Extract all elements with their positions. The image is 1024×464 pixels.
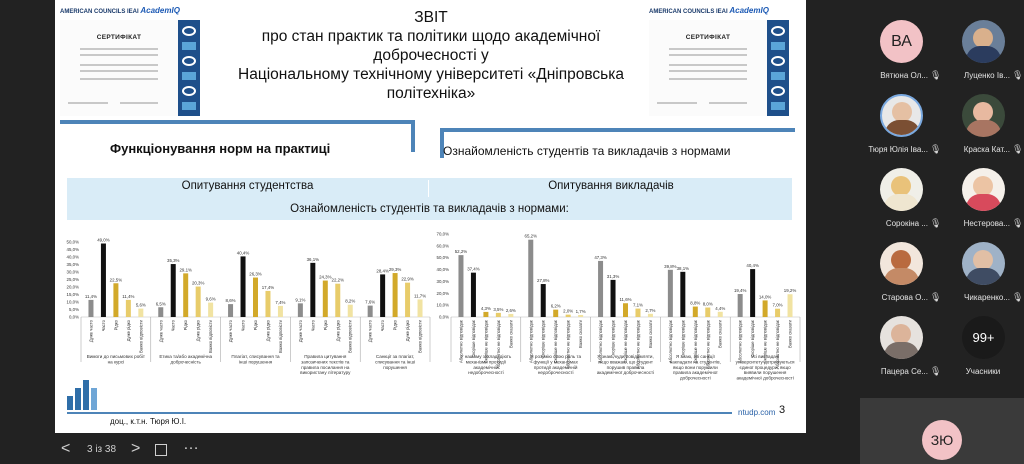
data-label: 7,0%	[772, 302, 783, 308]
group-label: Я знаю, які санкції	[675, 354, 715, 359]
bar	[763, 300, 768, 317]
y-tick-label: 0,0%	[68, 314, 79, 320]
group-label: виявили порушення	[743, 370, 787, 376]
report-title: ЗВІТ про стан практик та політики щодо академічної доброчесності у Національному технічному університеті «Дніпровська політехніка»	[238, 9, 624, 102]
series-tick-label: Рідко	[113, 320, 119, 331]
participant-name: Старова О...	[881, 293, 928, 302]
bar	[298, 303, 303, 317]
bar	[788, 294, 793, 317]
series-tick-label: Важко відповісти	[347, 320, 353, 353]
bar	[88, 300, 93, 317]
participants-label: Учасники	[965, 367, 1001, 376]
footer-line	[67, 412, 732, 414]
series-tick-label: Важко відповісти	[208, 320, 214, 353]
data-label: 8,6%	[225, 298, 236, 304]
series-tick-label: Часто	[310, 320, 316, 332]
bar	[541, 284, 546, 317]
mic-muted-icon: 🎙	[1012, 218, 1024, 228]
bar	[405, 283, 410, 317]
y-tick-label: 70,0%	[436, 231, 449, 237]
data-label: 37,4%	[467, 266, 480, 272]
data-label: 28,4%	[376, 268, 389, 274]
section-heading-right: Ознайомленість студентів та викладачів з нормами	[443, 144, 731, 158]
series-tick-label: Важко відповісти	[417, 320, 423, 353]
data-label: 52,2%	[454, 249, 468, 255]
thumbnails-icon[interactable]	[155, 444, 167, 456]
certificate-image-left	[60, 6, 230, 116]
y-tick-label: 40,0%	[436, 267, 449, 273]
group-label: недоброчесності	[537, 370, 574, 376]
data-label: 49,0%	[97, 237, 110, 243]
mic-muted-icon: 🎙	[1012, 70, 1024, 80]
group-label: доброчесності	[679, 375, 711, 381]
series-tick-label: Важко сказати	[647, 320, 653, 349]
group-label: накладати на студентів,	[669, 359, 721, 365]
avatar	[962, 94, 1005, 137]
series-tick-label: Скоріше не відповідає	[762, 320, 768, 364]
y-tick-label: 50,0%	[436, 255, 449, 261]
charts-svg	[55, 222, 806, 412]
data-label: 31,3%	[606, 273, 620, 279]
y-tick-label: 30,0%	[436, 278, 449, 284]
charts-area	[55, 222, 806, 412]
bar	[138, 309, 143, 317]
data-label: 19,4%	[733, 287, 747, 293]
group-label: якщо вважаю, що студент	[597, 359, 654, 365]
bar	[368, 306, 373, 317]
y-tick-label: 50,0%	[66, 239, 79, 245]
group-label: правила посилання на	[301, 364, 350, 370]
data-label: 11,6%	[619, 297, 632, 303]
y-tick-label: 10,0%	[66, 299, 79, 305]
data-label: 9,1%	[295, 297, 306, 303]
group-label: правила академічної	[673, 370, 718, 376]
data-label: 35,3%	[167, 258, 180, 264]
bar	[241, 256, 246, 317]
slide-page-number: 3	[779, 404, 786, 416]
university-logo-part	[91, 388, 97, 410]
y-tick-label: 35,0%	[66, 262, 79, 267]
series-tick-label: Дуже часто	[297, 320, 303, 343]
data-label: 36,1%	[306, 256, 320, 262]
data-label: 2,7%	[645, 307, 656, 313]
data-label: 26,3%	[249, 271, 262, 277]
bar	[508, 314, 513, 317]
participant-name: Вятюна Ол...	[880, 71, 928, 80]
bar	[380, 274, 385, 317]
data-label: 20,3%	[191, 280, 205, 286]
group-label: протидії академічній	[533, 364, 578, 370]
group-label: академічної доброчесності	[596, 370, 655, 376]
bar	[196, 287, 201, 317]
survey-subtitle: Ознайомленість студентів та викладачів з нормами:	[290, 203, 569, 215]
series-tick-label: Важко відповісти	[277, 320, 283, 353]
bar	[553, 310, 558, 317]
bar	[393, 273, 398, 317]
series-tick-label: Рідко	[322, 320, 328, 331]
group-label: недоброчесності	[468, 370, 504, 376]
series-tick-label: Часто	[170, 320, 176, 332]
more-participants-badge: 99+	[962, 316, 1005, 359]
bar	[228, 304, 233, 317]
bar	[458, 255, 463, 317]
group-label: Вимоги до письмових робіт	[86, 354, 146, 359]
mic-muted-icon: 🎙	[1012, 292, 1024, 302]
data-label: 6,5%	[155, 301, 166, 307]
series-tick-label: Дуже часто	[367, 320, 373, 343]
bar	[323, 281, 328, 317]
data-label: 38,1%	[676, 265, 690, 271]
y-tick-label: 25,0%	[66, 277, 79, 282]
bar	[705, 308, 710, 317]
avatar	[962, 168, 1005, 211]
mic-muted-icon: 🎙	[930, 144, 942, 154]
mic-muted-icon: 🎙	[930, 292, 942, 302]
y-tick-label: 10,0%	[436, 302, 449, 308]
data-label: 11,4%	[122, 293, 135, 299]
series-tick-label: Важко сказати	[508, 320, 514, 349]
bar	[528, 240, 533, 317]
mic-muted-icon: 🎙	[930, 218, 942, 228]
group-label: списування та інші	[375, 359, 416, 365]
bar	[496, 313, 501, 317]
data-label: 7,4%	[275, 299, 286, 305]
series-tick-label: Скоріше не відповідає	[553, 320, 559, 364]
y-tick-label: 40,0%	[66, 254, 79, 260]
certificate-paper: СЕРТИФІКАТ	[649, 20, 767, 116]
survey-teachers-label: Опитування викладачів	[548, 180, 674, 192]
data-label: 17,4%	[261, 284, 275, 290]
series-tick-label: Важко сказати	[578, 320, 584, 349]
data-label: 14,0%	[758, 294, 772, 300]
series-tick-label: Рідко	[183, 320, 189, 331]
series-tick-label: Абсолютно не відповідає	[705, 320, 711, 369]
bar	[348, 305, 353, 317]
bar	[158, 307, 163, 317]
y-tick-label: 45,0%	[66, 247, 79, 252]
series-tick-label: Дуже рідко	[335, 320, 341, 342]
bar	[126, 300, 131, 317]
data-label: 2,6%	[505, 307, 516, 313]
group-label: функції у механізмах	[533, 359, 578, 365]
bar	[183, 273, 188, 317]
avatar	[880, 168, 923, 211]
certificate-paper: СЕРТИФІКАТ	[60, 20, 178, 116]
series-tick-label: Дуже рідко	[125, 320, 131, 342]
bar	[310, 263, 315, 317]
series-tick-label: Важко відповісти	[138, 320, 144, 353]
bar	[693, 307, 698, 317]
series-tick-label: Рідко	[253, 320, 258, 331]
data-label: 7,1%	[632, 302, 643, 308]
group-label: Санкції за плагіат,	[375, 354, 415, 359]
next-slide-button[interactable]: >	[131, 440, 141, 457]
bar	[483, 312, 488, 317]
more-options-button[interactable]: …	[183, 436, 199, 453]
series-tick-label: Абсолютно відповідає	[598, 320, 604, 363]
prev-slide-button[interactable]: <	[61, 440, 71, 457]
data-label: 5,6%	[135, 302, 146, 308]
bar	[471, 273, 476, 317]
series-tick-label: Абсолютно відповідає	[737, 320, 743, 363]
y-tick-label: 30,0%	[66, 269, 79, 275]
data-label: 11,4%	[84, 293, 98, 299]
group-label: використану літературу	[300, 370, 351, 376]
data-label: 29,1%	[179, 267, 192, 273]
avatar: ВА	[880, 20, 923, 63]
self-view-panel[interactable]	[860, 398, 1024, 464]
bar	[335, 284, 340, 317]
footer-url: ntudp.com	[738, 408, 776, 417]
group-label: Я знаю, куди повідомляти,	[597, 354, 654, 359]
bar	[566, 315, 571, 317]
decor-bar	[60, 120, 415, 124]
university-logo-part	[75, 388, 81, 410]
series-tick-label: Абсолютно не відповідає	[635, 320, 641, 369]
data-label: 22,2%	[331, 277, 344, 283]
section-heading-left: Функціонування норм на практиці	[110, 141, 331, 156]
mic-muted-icon: 🎙	[1012, 144, 1024, 154]
participant-name: Пацера Се...	[880, 367, 928, 376]
group-label: Правила цитування	[304, 354, 347, 359]
participant-name: Нестерова...	[963, 219, 1010, 228]
participant-name: Чикаренко...	[964, 293, 1010, 302]
series-tick-label: Дуже рідко	[265, 320, 271, 342]
series-tick-label: Часто	[380, 320, 386, 332]
series-tick-label: Скоріше відповідає	[470, 320, 476, 358]
series-tick-label: Важко сказати	[787, 320, 793, 349]
series-tick-label: Скоріше відповідає	[610, 320, 616, 358]
bar	[598, 261, 603, 317]
participants-panel	[860, 0, 1024, 395]
avatar	[880, 316, 923, 359]
data-label: 29,3%	[388, 267, 402, 273]
bar	[578, 315, 583, 317]
data-label: 8,0%	[702, 301, 713, 307]
group-label: академічній	[473, 364, 499, 370]
group-label: Я розумію свою роль та	[530, 354, 582, 359]
series-tick-label: Скоріше не відповідає	[483, 320, 489, 364]
group-label: академічної доброчесності	[736, 375, 794, 381]
bar	[738, 294, 743, 317]
group-label: якщо вони порушили	[672, 364, 718, 370]
bar	[648, 314, 653, 317]
series-tick-label: Абсолютно відповідає	[667, 320, 673, 363]
bar	[635, 309, 640, 317]
data-label: 1,7%	[575, 308, 586, 314]
y-tick-label: 20,0%	[436, 290, 449, 296]
data-label: 40,4%	[746, 263, 759, 269]
mic-muted-icon: 🎙	[930, 366, 942, 376]
series-tick-label: Дуже часто	[88, 320, 94, 343]
y-tick-label: 60,0%	[436, 243, 449, 249]
certificate-logos: AMERICAN COUNCILS ІЕАІ AcademIQ	[60, 6, 180, 15]
university-logo	[67, 396, 73, 410]
footer-author: доц., к.т.н. Тюря Ю.І.	[110, 417, 187, 426]
group-label: механізми протидії	[465, 359, 507, 365]
page-indicator: 3 із 38	[87, 444, 117, 455]
data-label: 39,8%	[664, 263, 677, 269]
avatar	[880, 242, 923, 285]
data-label: 3,5%	[493, 306, 504, 312]
group-label: порушення	[383, 364, 407, 370]
bar	[101, 244, 106, 318]
series-tick-label: Абсолютно відповідає	[528, 320, 534, 363]
group-label: інші порушення	[238, 359, 273, 365]
bar	[611, 280, 616, 317]
bar	[668, 270, 673, 317]
participant-name: Краска Кат...	[963, 145, 1010, 154]
series-tick-label: Абсолютно відповідає	[458, 320, 464, 363]
series-tick-label: Абсолютно не відповідає	[565, 320, 571, 369]
y-tick-label: 20,0%	[66, 284, 79, 290]
group-label: порушив правила	[606, 364, 645, 370]
presentation-slide	[55, 0, 806, 433]
participant-name: Луценко Ів...	[963, 71, 1010, 80]
series-tick-label: Скоріше відповідає	[540, 320, 546, 358]
series-tick-label: Скоріше не відповідає	[623, 320, 628, 364]
group-label: запозичених текстів та	[301, 359, 350, 365]
data-label: 9,6%	[205, 296, 216, 302]
avatar	[962, 242, 1005, 285]
certificate-image-right	[649, 6, 806, 116]
data-label: 7,6%	[365, 299, 376, 305]
series-tick-label: Скоріше відповідає	[680, 320, 686, 358]
data-label: 47,3%	[594, 254, 607, 260]
group-label: Плагіат, списування та	[231, 354, 280, 359]
avatar	[962, 20, 1005, 63]
avatar	[880, 94, 923, 137]
series-tick-label: Рідко	[392, 320, 398, 331]
series-tick-label: Скоріше не відповідає	[692, 320, 698, 364]
series-tick-label: Часто	[100, 320, 106, 332]
university-logo-part	[83, 380, 89, 410]
series-tick-label: Скоріше відповідає	[750, 320, 756, 358]
series-tick-label: Дуже рідко	[405, 320, 411, 342]
series-tick-label: Важко сказати	[717, 320, 723, 349]
data-label: 4,3%	[480, 305, 491, 311]
survey-header	[67, 178, 792, 220]
data-label: 24,3%	[319, 274, 332, 280]
bar	[171, 264, 176, 317]
data-label: 19,2%	[783, 288, 797, 294]
data-label: 11,7%	[413, 293, 427, 299]
participant-name: Тюря Юлія Іва...	[868, 145, 928, 154]
participant-name: Сорокіна ...	[885, 219, 928, 228]
data-label: 22,5%	[109, 277, 123, 283]
group-label: на курсі	[107, 359, 125, 365]
bar	[113, 283, 118, 317]
data-label: 22,9%	[401, 276, 414, 282]
decor-bar	[440, 128, 795, 132]
bar	[775, 309, 780, 317]
series-tick-label: Дуже часто	[158, 320, 164, 343]
data-label: 8,2%	[345, 298, 356, 304]
certificate-band	[178, 20, 200, 116]
certificate-logos: AMERICAN COUNCILS ІЕАІ AcademIQ	[649, 6, 769, 15]
certificate-band	[767, 20, 789, 116]
data-label: 65,2%	[524, 233, 537, 239]
series-tick-label: Часто	[240, 320, 246, 332]
data-label: 8,8%	[690, 300, 701, 306]
bar	[253, 278, 258, 317]
bar	[680, 272, 685, 317]
self-avatar: ЗЮ	[922, 420, 962, 460]
group-label: У нашому закладі діють	[460, 354, 512, 359]
bar	[418, 299, 423, 317]
series-tick-label: Абсолютно не відповідає	[775, 320, 781, 369]
group-label: Усі викладачі	[751, 354, 780, 359]
bar	[278, 306, 283, 317]
bar	[718, 312, 723, 317]
bar	[265, 291, 270, 317]
bar	[623, 303, 628, 317]
data-label: 2,0%	[563, 308, 574, 314]
mic-muted-icon: 🎙	[930, 70, 942, 80]
group-label: доброчесність	[170, 359, 201, 365]
series-tick-label: Дуже часто	[228, 320, 234, 343]
data-label: 40,4%	[236, 250, 250, 256]
data-label: 6,2%	[550, 303, 561, 309]
slide-navigation	[55, 436, 355, 464]
survey-students-label: Опитування студентства	[67, 180, 429, 197]
bar	[750, 269, 755, 317]
group-label: університету дотримуються	[735, 359, 795, 365]
y-tick-label: 5,0%	[68, 307, 79, 312]
data-label: 4,4%	[715, 305, 726, 311]
series-tick-label: Дуже рідко	[195, 320, 201, 342]
bar	[208, 303, 213, 317]
data-label: 27,8%	[537, 278, 550, 284]
group-label: єдиної процедури, якщо	[739, 364, 791, 370]
group-label: Етика та/або академічна	[159, 354, 213, 359]
decor-bar	[411, 120, 415, 152]
y-tick-label: 15,0%	[66, 292, 79, 297]
y-tick-label: 0,0%	[438, 314, 449, 320]
series-tick-label: Абсолютно не відповідає	[495, 320, 501, 369]
